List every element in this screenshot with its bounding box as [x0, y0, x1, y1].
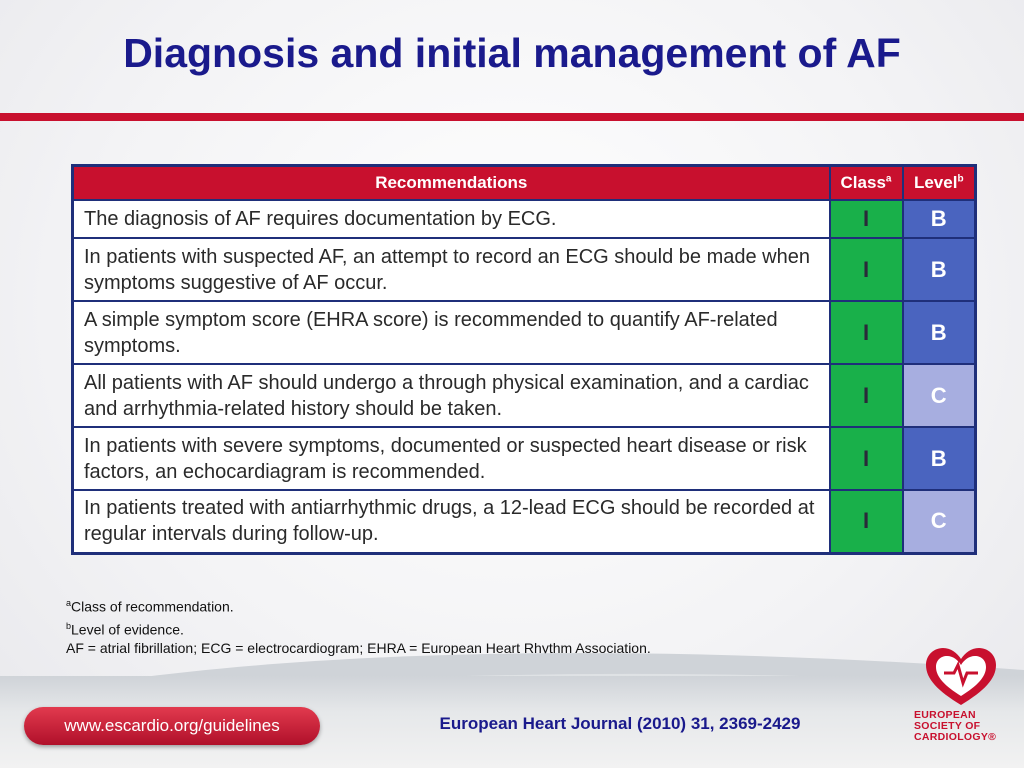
guidelines-link[interactable]: www.escardio.org/guidelines	[24, 707, 320, 745]
table-header-row	[73, 166, 976, 201]
table-row	[73, 200, 976, 238]
header-level-label: Level	[913, 173, 958, 192]
logo-line: CARDIOLOGY®	[914, 731, 997, 743]
recommendation-text: In patients with suspected AF, an attempt to record an ECG should be made when symptoms suggestive of AF occur.	[73, 238, 830, 301]
level-value: C	[903, 364, 976, 427]
table-row	[73, 301, 976, 364]
footnote-b-marker: b	[66, 620, 72, 631]
header-class-label: Class	[840, 173, 886, 192]
recommendations-table	[71, 164, 977, 555]
class-value: I	[830, 490, 903, 553]
recommendation-text: All patients with AF should undergo a through physical examination, and a cardiac and arrhythmia-related history should be taken.	[73, 364, 830, 427]
logo-line: SOCIETY OF	[914, 720, 981, 732]
level-value: B	[903, 301, 976, 364]
class-value: I	[830, 238, 903, 301]
recommendation-text: In patients with severe symptoms, documented or suspected heart disease or risk factors, an echocardiagram is recommended.	[73, 427, 830, 490]
recommendation-text: In patients treated with antiarrhythmic drugs, a 12-lead ECG should be recorded at regular intervals during follow-up.	[73, 490, 830, 553]
footnote-a-text: Class of recommendation.	[71, 598, 234, 615]
logo-line: EUROPEAN	[914, 709, 976, 721]
header-level	[903, 166, 976, 201]
table-row	[73, 364, 976, 427]
level-value: C	[903, 490, 976, 553]
title-divider	[0, 113, 1024, 121]
journal-citation: European Heart Journal (2010) 31, 2369-2429	[439, 714, 801, 733]
footnote-b	[66, 617, 866, 640]
recommendation-text: A simple symptom score (EHRA score) is recommended to quantify AF-related symptoms.	[73, 301, 830, 364]
esc-logo-text	[914, 710, 1014, 743]
header-recommendations: Recommendations	[73, 166, 830, 201]
header-class-sup: a	[885, 173, 892, 185]
header-class	[830, 166, 903, 201]
level-value: B	[903, 238, 976, 301]
table-row	[73, 238, 976, 301]
table-row	[73, 427, 976, 490]
level-value: B	[903, 200, 976, 238]
class-value: I	[830, 301, 903, 364]
class-value: I	[830, 200, 903, 238]
footnote-b-text: Level of evidence.	[71, 621, 184, 638]
footnote-a	[66, 594, 866, 617]
header-level-sup: b	[957, 173, 964, 185]
slide-title: Diagnosis and initial management of AF	[123, 30, 901, 76]
footnote-a-marker: a	[66, 598, 72, 608]
recommendation-text: The diagnosis of AF requires documentation by ECG.	[73, 200, 830, 238]
table-row	[73, 490, 976, 553]
class-value: I	[830, 427, 903, 490]
class-value: I	[830, 364, 903, 427]
footnote-abbreviations: AF = atrial fibrillation; ECG = electrocardiogram; EHRA = European Heart Rhythm Association.	[66, 640, 651, 657]
level-value: B	[903, 427, 976, 490]
